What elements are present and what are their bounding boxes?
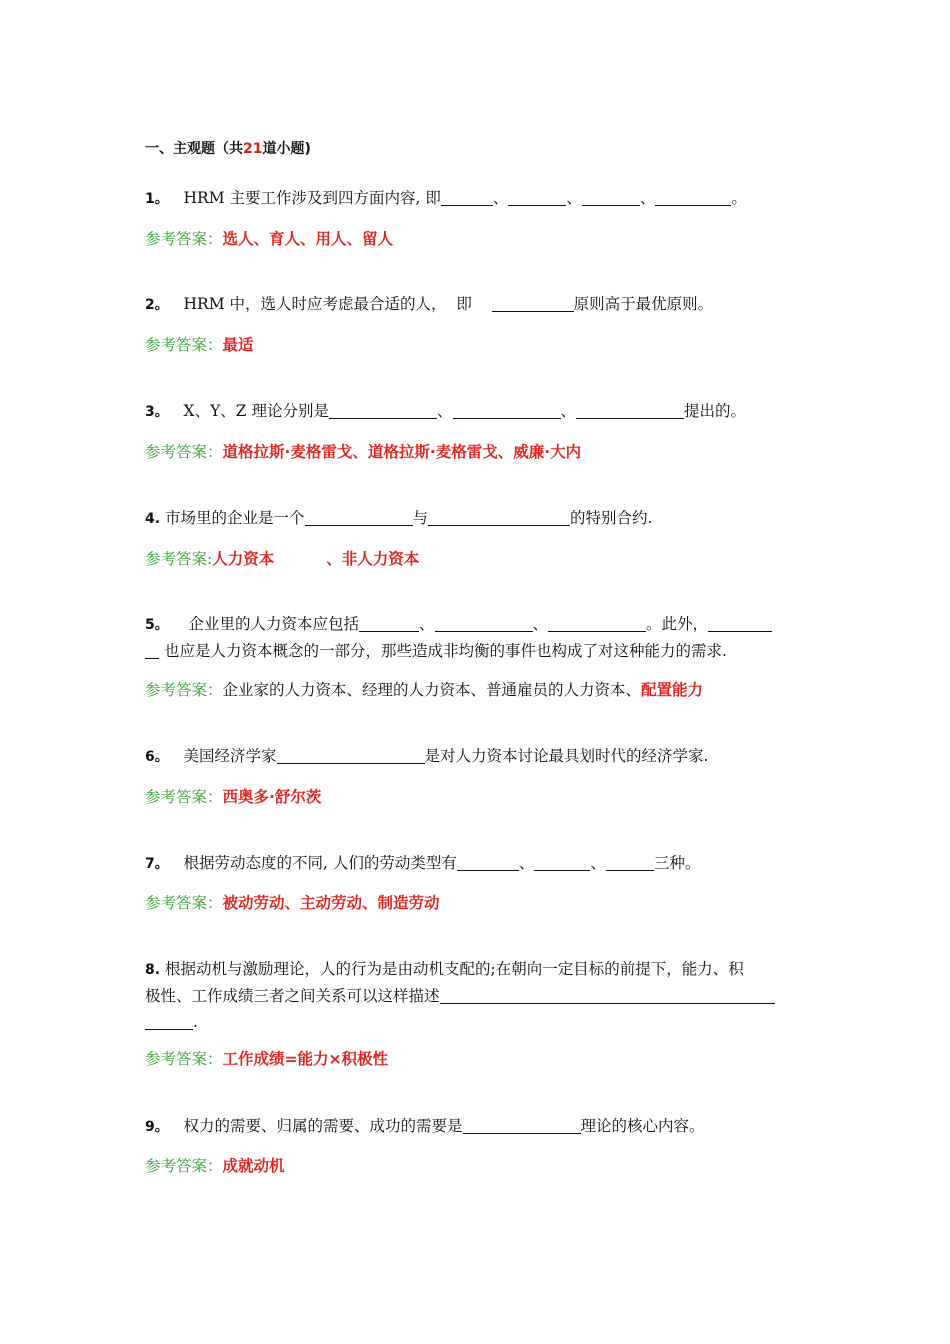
blank [435,614,533,632]
question-4: 4. 市场里的企业是一个 与 的特别合约. [145,509,653,527]
blank [145,641,159,659]
blank [453,401,561,419]
question-3: 3。 X、Y、Z 理论分别是 、 、 提出的。 [145,402,747,420]
blank [305,508,413,526]
blank [428,508,570,526]
blank [145,1012,193,1030]
answer-7: 参考答案：被动劳动、主动劳动、制造劳动 [145,894,440,912]
blank [655,188,731,206]
question-1: 1。 HRM 主要工作涉及到四方面内容, 即 、 、 、 。 [145,189,747,207]
question-5: 5。 企业里的人力资本应包括 、 、 。此外， 也应是人力资本概念的一部分，那些造成非均衡的事件也构成了对这种能力的需求. [145,611,805,664]
answer-9: 参考答案：成就动机 [145,1157,285,1175]
blank [548,614,646,632]
blank [508,188,566,206]
blank [582,188,640,206]
answer-2: 参考答案：最适 [145,336,254,354]
blank [457,853,519,871]
question-7: 7。 根据劳动态度的不同, 人们的劳动类型有 、 、 三种。 [145,854,701,872]
blank [440,986,775,1004]
blank [708,614,772,632]
question-2: 2。 HRM 中，选人时应考虑最合适的人， 即 原则高于最优原则。 [145,295,714,313]
blank [359,614,419,632]
answer-6: 参考答案：西奥多·舒尔茨 [145,788,322,806]
blank [329,401,437,419]
answer-8: 参考答案：工作成绩=能力×积极性 [145,1050,388,1068]
question-6: 6。 美国经济学家 是对人力资本讨论最具划时代的经济学家. [145,747,709,765]
blank [277,746,425,764]
blank [441,188,493,206]
question-8: 8. 根据动机与激励理论，人的行为是由动机支配的;在朝向一定目标的前提下，能力、积 极性、工作成绩三者之间关系可以这样描述 . [145,956,805,1035]
answer-4: 参考答案:人力资本 、非人力资本 [145,550,420,568]
section-heading: 一、主观题（共21道小题) [145,141,311,157]
answer-3: 参考答案：道格拉斯·麦格雷戈、道格拉斯·麦格雷戈、威廉·大内 [145,443,582,461]
question-9: 9。 权力的需要、归属的需要、成功的需要是 理论的核心内容。 [145,1117,705,1135]
blank [463,1116,581,1134]
blank [606,853,654,871]
blank [492,294,574,312]
blank [576,401,684,419]
question-count: 21 [243,141,263,157]
answer-5: 参考答案：企业家的人力资本、经理的人力资本、普通雇员的人力资本、配置能力 [145,681,704,699]
blank [534,853,590,871]
answer-1: 参考答案：选人、育人、用人、留人 [145,230,394,248]
